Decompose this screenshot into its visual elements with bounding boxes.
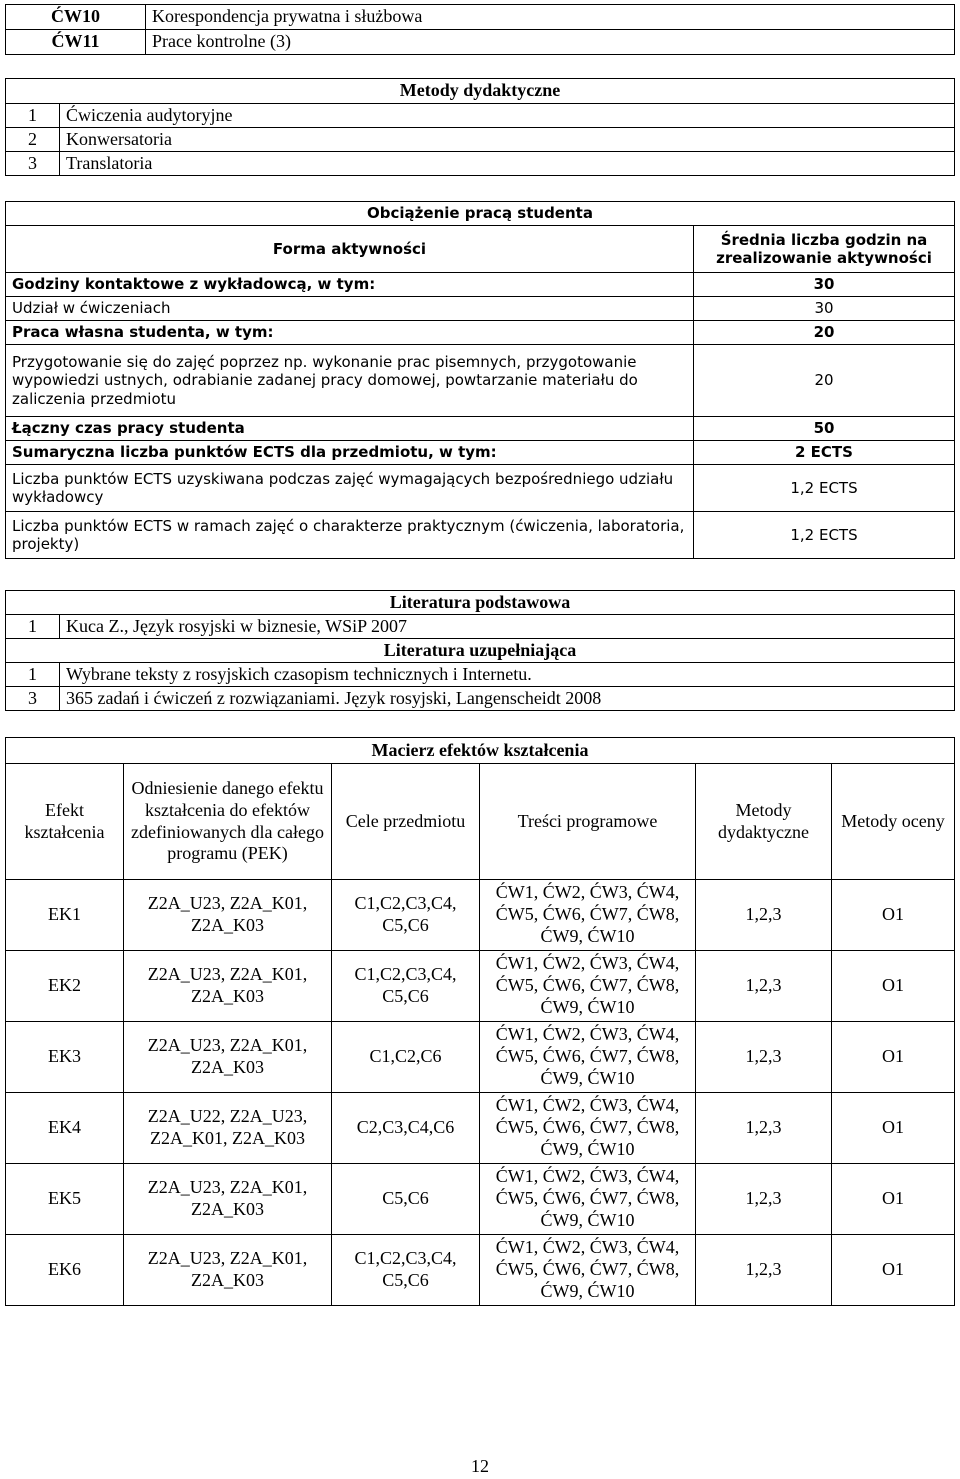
effect-content: ĆW1, ĆW2, ĆW3, ĆW4, ĆW5, ĆW6, ĆW7, ĆW8, ĆW9, ĆW10 [480,1164,696,1235]
effect-content: ĆW1, ĆW2, ĆW3, ĆW4, ĆW5, ĆW6, ĆW7, ĆW8, ĆW9, ĆW10 [480,880,696,951]
literature-row [6,687,955,711]
exercise-title: Korespondencja prywatna i służbowa [146,5,955,30]
effect-code: EK3 [6,1022,124,1093]
workload-row [6,345,955,417]
workload-value: 20 [694,345,955,417]
methods-heading: Metody dydaktyczne [6,79,955,104]
effect-code: EK4 [6,1093,124,1164]
effect-ref: Z2A_U23, Z2A_K01, Z2A_K03 [124,1235,332,1306]
effect-assessment: O1 [832,880,955,951]
method-number: 3 [6,152,60,176]
workload-value: 1,2 ECTS [694,512,955,559]
matrix-row [6,1235,955,1306]
effect-goals: C1,C2,C3,C4, C5,C6 [332,880,480,951]
workload-label: Udział w ćwiczeniach [6,297,694,321]
effect-methods: 1,2,3 [696,1022,832,1093]
literature-entry: Wybrane teksty z rosyjskich czasopism technicznych i Internetu. [60,663,955,687]
literature-table [5,590,955,711]
effect-code: EK5 [6,1164,124,1235]
workload-row [6,441,955,465]
effect-code: EK6 [6,1235,124,1306]
ref-column-header: Odniesienie danego efektu kształcenia do efektów zdefiniowanych dla całego programu (PEK) [124,764,332,880]
effect-assessment: O1 [832,1235,955,1306]
effect-ref: Z2A_U23, Z2A_K01, Z2A_K03 [124,1022,332,1093]
literature-row [6,663,955,687]
effect-methods: 1,2,3 [696,1235,832,1306]
workload-value: 1,2 ECTS [694,465,955,512]
workload-row [6,512,955,559]
matrix-heading: Macierz efektów kształcenia [6,738,955,764]
workload-row [6,297,955,321]
effect-column-header: Efekt kształcenia [6,764,124,880]
effect-methods: 1,2,3 [696,880,832,951]
workload-value: 50 [694,417,955,441]
exercise-table [5,4,955,55]
method-row [6,128,955,152]
workload-row [6,417,955,441]
effect-ref: Z2A_U23, Z2A_K01, Z2A_K03 [124,880,332,951]
matrix-row [6,880,955,951]
exercise-row [6,30,955,55]
exercise-row [6,5,955,30]
effect-methods: 1,2,3 [696,1164,832,1235]
methods-table [5,78,955,176]
method-row [6,104,955,128]
method-name: Translatoria [60,152,955,176]
matrix-row [6,951,955,1022]
workload-label: Liczba punktów ECTS w ramach zajęć o charakterze praktycznym (ćwiczenia, laboratoria, projekty) [6,512,694,559]
effect-goals: C2,C3,C4,C6 [332,1093,480,1164]
workload-label: Przygotowanie się do zajęć poprzez np. wykonanie prac pisemnych, przygotowanie wypowiedzi ustnych, odrabianie zadanej pracy domowej, powtarzanie materiału do zaliczenia przedmiotu [6,345,694,417]
effect-ref: Z2A_U23, Z2A_K01, Z2A_K03 [124,1164,332,1235]
literature-number: 3 [6,687,60,711]
effect-methods: 1,2,3 [696,951,832,1022]
effect-content: ĆW1, ĆW2, ĆW3, ĆW4, ĆW5, ĆW6, ĆW7, ĆW8, ĆW9, ĆW10 [480,951,696,1022]
effect-assessment: O1 [832,951,955,1022]
hours-column-header: Średnia liczba godzin na zrealizowanie aktywności [694,226,955,273]
workload-value: 20 [694,321,955,345]
matrix-row [6,1164,955,1235]
effect-ref: Z2A_U22, Z2A_U23, Z2A_K01, Z2A_K03 [124,1093,332,1164]
workload-value: 30 [694,273,955,297]
workload-label: Sumaryczna liczba punktów ECTS dla przedmiotu, w tym: [6,441,694,465]
effect-goals: C1,C2,C3,C4, C5,C6 [332,951,480,1022]
workload-row [6,321,955,345]
effect-assessment: O1 [832,1164,955,1235]
effect-ref: Z2A_U23, Z2A_K01, Z2A_K03 [124,951,332,1022]
effect-assessment: O1 [832,1093,955,1164]
methods-column-header: Metody dydaktyczne [696,764,832,880]
goals-column-header: Cele przedmiotu [332,764,480,880]
effect-goals: C1,C2,C6 [332,1022,480,1093]
effect-goals: C1,C2,C3,C4, C5,C6 [332,1235,480,1306]
supplementary-literature-heading: Literatura uzupełniająca [6,639,955,663]
workload-value: 2 ECTS [694,441,955,465]
workload-label: Godziny kontaktowe z wykładowcą, w tym: [6,273,694,297]
workload-table [5,201,955,559]
effect-content: ĆW1, ĆW2, ĆW3, ĆW4, ĆW5, ĆW6, ĆW7, ĆW8, ĆW9, ĆW10 [480,1093,696,1164]
method-name: Ćwiczenia audytoryjne [60,104,955,128]
method-name: Konwersatoria [60,128,955,152]
method-row [6,152,955,176]
matrix-row [6,1022,955,1093]
effect-goals: C5,C6 [332,1164,480,1235]
effect-code: EK1 [6,880,124,951]
workload-label: Liczba punktów ECTS uzyskiwana podczas zajęć wymagających bezpośredniego udziału wykładowcy [6,465,694,512]
workload-row [6,273,955,297]
method-number: 1 [6,104,60,128]
effect-content: ĆW1, ĆW2, ĆW3, ĆW4, ĆW5, ĆW6, ĆW7, ĆW8, ĆW9, ĆW10 [480,1235,696,1306]
workload-value: 30 [694,297,955,321]
content-column-header: Treści programowe [480,764,696,880]
activity-column-header: Forma aktywności [6,226,694,273]
basic-literature-heading: Literatura podstawowa [6,591,955,615]
workload-label: Praca własna studenta, w tym: [6,321,694,345]
exercise-title: Prace kontrolne (3) [146,30,955,55]
workload-row [6,465,955,512]
effect-code: EK2 [6,951,124,1022]
literature-entry: 365 zadań i ćwiczeń z rozwiązaniami. Język rosyjski, Langenscheidt 2008 [60,687,955,711]
workload-label: Łączny czas pracy studenta [6,417,694,441]
effect-assessment: O1 [832,1022,955,1093]
exercise-code: ĆW11 [6,30,146,55]
matrix-row [6,1093,955,1164]
method-number: 2 [6,128,60,152]
effects-matrix-table [5,737,955,1306]
exercise-code: ĆW10 [6,5,146,30]
assessment-column-header: Metody oceny [832,764,955,880]
effect-methods: 1,2,3 [696,1093,832,1164]
workload-heading: Obciążenie pracą studenta [6,202,955,226]
literature-row [6,615,955,639]
literature-number: 1 [6,663,60,687]
effect-content: ĆW1, ĆW2, ĆW3, ĆW4, ĆW5, ĆW6, ĆW7, ĆW8, ĆW9, ĆW10 [480,1022,696,1093]
page-number: 12 [471,1456,489,1476]
literature-number: 1 [6,615,60,639]
literature-entry: Kuca Z., Język rosyjski w biznesie, WSiP 2007 [60,615,955,639]
